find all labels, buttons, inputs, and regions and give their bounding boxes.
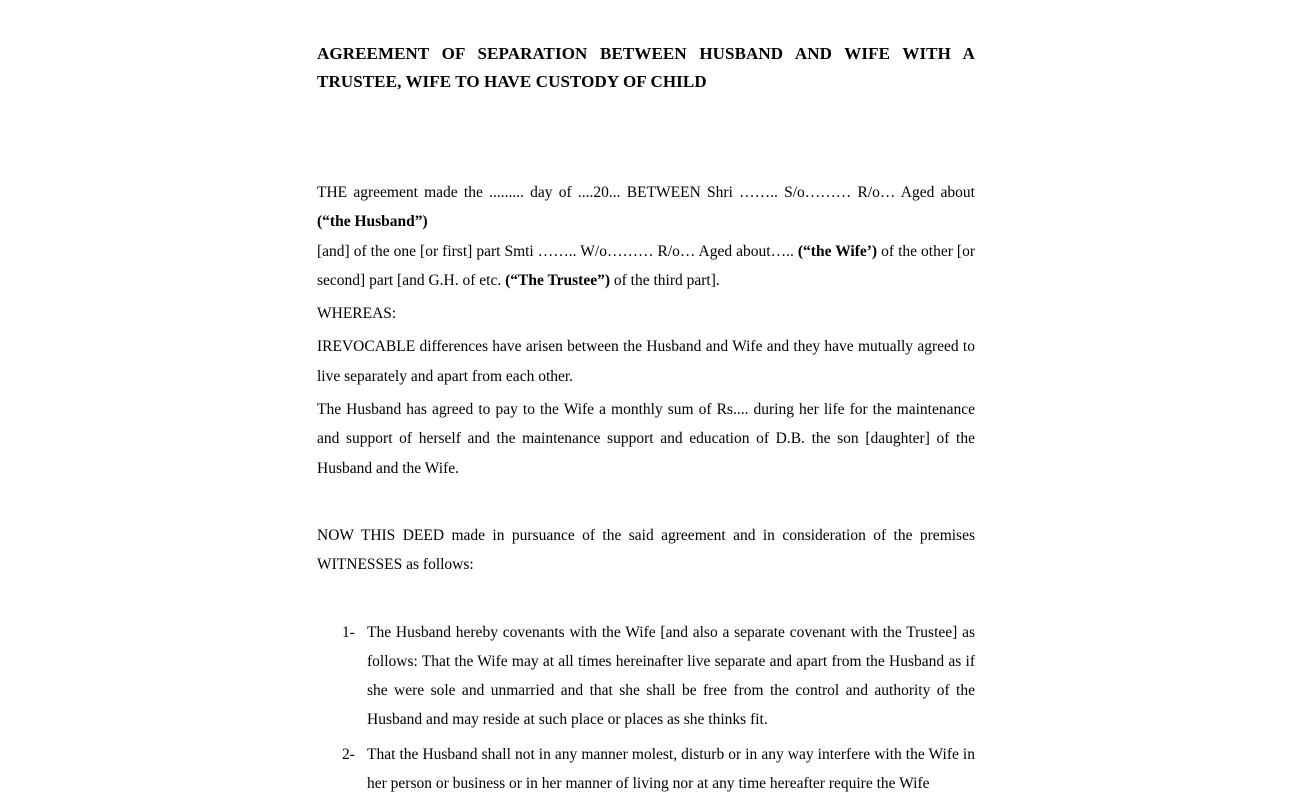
parties-text-2: [and] of the one [or first] part Smti …….. W/o……… R/o… Aged about…..	[317, 242, 798, 260]
clause-number: 2-	[342, 745, 355, 763]
husband-label: (“the Husband”)	[317, 213, 428, 231]
document-title: AGREEMENT OF SEPARATION BETWEEN HUSBAND AND WIFE WITH A TRUSTEE, WIFE TO HAVE CUSTODY OF CHILD	[317, 44, 975, 91]
clause-text: The Husband hereby covenants with the Wife [and also a separate covenant with the Trustee] as follows: That the Wife may at all times hereinafter live separate and apart from the Husband as if she were sole and unmarried and that she shall be free from the control and authority of the Husband and may reside at such place or places as she thinks fit.	[367, 623, 975, 729]
clause-2	[317, 740, 975, 799]
spacer	[317, 96, 975, 178]
recital-1: IREVOCABLE differences have arisen between the Husband and Wife and they have mutually agreed to live separately and apart from each other.	[317, 338, 975, 385]
now-this-deed: NOW THIS DEED made in pursuance of the said agreement and in consideration of the premises WITNESSES as follows:	[317, 526, 975, 574]
document-body	[317, 40, 975, 800]
parties-text-4: of the third part].	[610, 271, 720, 289]
clause-1	[317, 618, 975, 735]
clause-number: 1-	[342, 623, 355, 641]
trustee-label: (“The Trustee”)	[505, 271, 610, 289]
whereas-heading: WHEREAS:	[317, 305, 397, 323]
clause-text: That the Husband shall not in any manner molest, disturb or in any way interfere with the Wife in her person or business or in her manner of living nor at any time hereafter require the Wife	[367, 745, 975, 793]
parties-paragraph	[317, 178, 975, 295]
parties-text-3: of the other [or second] part [and G.H. of etc.	[317, 242, 975, 289]
parties-text-1: THE agreement made the ......... day of ....20... BETWEEN Shri …….. S/o……… R/o… Aged about	[317, 184, 975, 201]
spacer	[317, 584, 975, 618]
spacer	[317, 487, 975, 521]
wife-label: (“the Wife’)	[797, 242, 878, 260]
recital-2: The Husband has agreed to pay to the Wife a monthly sum of Rs.... during her life for the maintenance and support of herself and the maintenance support and education of D.B. the son [daughter] of the Husband and the Wife.	[317, 401, 975, 477]
